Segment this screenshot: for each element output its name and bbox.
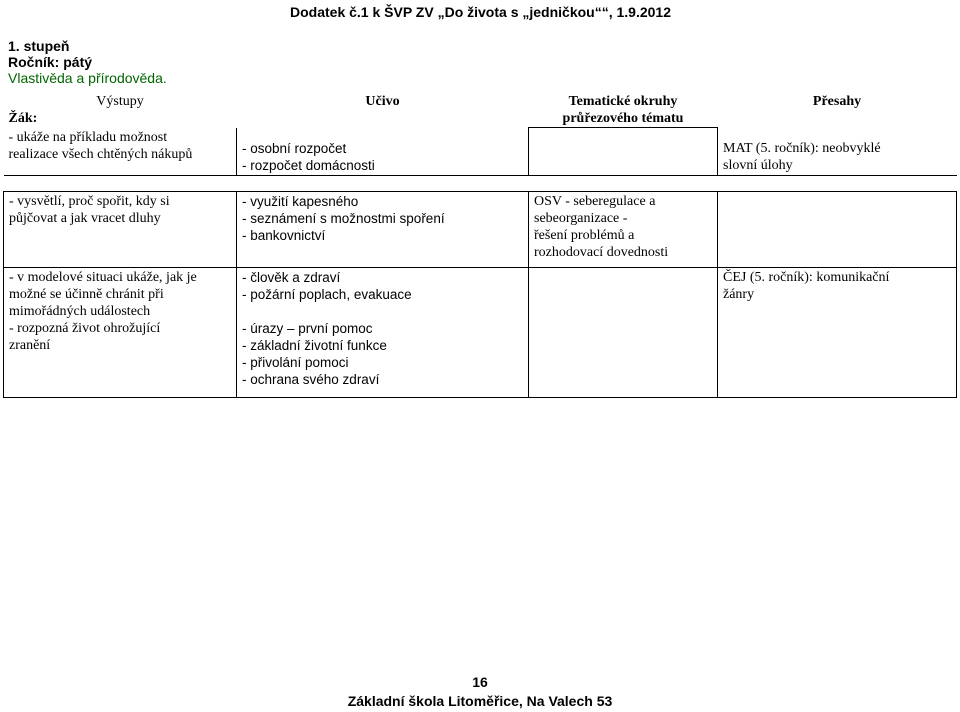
row2-curriculum-line: - využití kapesného	[242, 194, 359, 209]
row2-curriculum-line: - seznámení s možnostmi spoření	[242, 211, 445, 226]
row3-output-line: zranění	[9, 338, 51, 353]
spacer-cell	[237, 176, 529, 192]
row1-overlaps-line: MAT (5. ročník): neobvyklé	[723, 140, 881, 156]
table-spacer-row	[4, 176, 957, 192]
row2-output-line: půjčovat a jak vracet dluhy	[9, 211, 161, 226]
row3-curriculum	[237, 268, 529, 398]
row1-overlaps	[718, 128, 957, 176]
header-themes	[529, 92, 718, 128]
row1-curriculum-line: - osobní rozpočet	[242, 140, 347, 156]
row3-curriculum-line: - úrazy – první pomoc	[242, 321, 373, 336]
row2-output	[4, 192, 237, 268]
row2-overlaps	[718, 192, 957, 268]
meta-block	[8, 38, 167, 86]
row2-output-line: - vysvětlí, proč spořit, kdy si	[9, 194, 170, 209]
row3-curriculum-gap	[242, 303, 523, 320]
table-row	[4, 128, 957, 176]
row2-themes	[529, 192, 718, 268]
row2-curriculum-line: - bankovnictví	[242, 228, 326, 243]
row3-output-line: možné se účinně chránit při	[9, 287, 164, 302]
row3-output-line: - rozpozná život ohrožující	[9, 321, 161, 336]
subject-label: Vlastivěda a přírodověda.	[8, 70, 167, 86]
header-themes-line1: Tematické okruhy	[568, 94, 678, 109]
header-curriculum-label: Učivo	[365, 94, 400, 109]
header-themes-line2: průřezového tématu	[562, 111, 684, 126]
header-overlaps-label: Přesahy	[812, 94, 862, 109]
table-row	[4, 268, 957, 398]
row1-output	[4, 128, 237, 176]
header-student-label: Žák:	[8, 111, 38, 126]
row3-curriculum-line: - člověk a zdraví	[242, 270, 341, 285]
row3-overlaps-line: ČEJ (5. ročník): komunikační	[723, 270, 890, 285]
row1-curriculum-line: - rozpočet domácnosti	[242, 157, 375, 173]
spacer-cell	[718, 176, 957, 192]
level-label: 1. stupeň	[8, 38, 70, 54]
table-row	[4, 192, 957, 268]
table-header-row	[4, 92, 957, 128]
row1-curriculum	[237, 128, 529, 176]
row1-overlaps-line: slovní úlohy	[723, 157, 793, 173]
row1-output-line: realizace všech chtěných nákupů	[8, 146, 193, 162]
grade-label: Ročník: pátý	[8, 54, 93, 70]
footer-school: Základní škola Litoměřice, Na Valech 53	[347, 693, 613, 709]
header-overlaps	[718, 92, 957, 128]
row3-curriculum-line: - přivolání pomoci	[242, 355, 349, 370]
row3-curriculum-line: - ochrana svého zdraví	[242, 372, 380, 387]
row2-themes-line: řešení problémů a	[534, 228, 635, 243]
curriculum-table	[3, 92, 957, 398]
row3-curriculum-line: - základní životní funkce	[242, 338, 387, 353]
row3-output-line: - v modelové situaci ukáže, jak je	[9, 270, 197, 285]
page-number: 16	[472, 674, 488, 690]
header-outputs-label: Výstupy	[96, 94, 144, 109]
spacer-cell	[4, 176, 237, 192]
row3-overlaps	[718, 268, 957, 398]
row2-themes-line: sebeorganizace -	[534, 211, 628, 226]
row3-output-line: mimořádných událostech	[9, 304, 151, 319]
row3-output	[4, 268, 237, 398]
row3-themes	[529, 268, 718, 398]
header-outputs	[4, 92, 237, 128]
document-header: Dodatek č.1 k ŠVP ZV „Do života s „jedničkou““, 1.9.2012	[290, 4, 671, 20]
header-curriculum	[237, 92, 529, 128]
row3-overlaps-line: žánry	[723, 287, 755, 302]
row3-curriculum-line: - požární poplach, evakuace	[242, 287, 412, 302]
spacer-cell	[529, 176, 718, 192]
row2-curriculum	[237, 192, 529, 268]
row2-themes-line: OSV - seberegulace a	[534, 194, 656, 209]
row1-themes	[529, 128, 718, 176]
row1-output-line: - ukáže na příkladu možnost	[8, 129, 168, 145]
row2-themes-line: rozhodovací dovednosti	[534, 245, 669, 260]
